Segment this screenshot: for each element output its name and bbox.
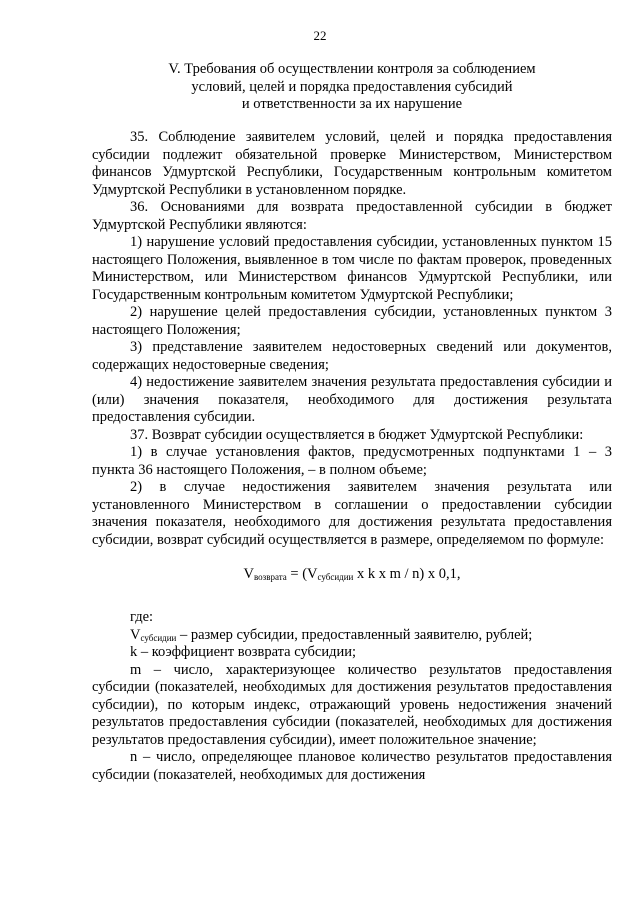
formula-subsidy-subscript: субсидии <box>317 572 354 582</box>
paragraph-36-item-3: 3) представление заявителем недостоверных сведений или документов, содержащих недостоверные сведения; <box>92 339 612 373</box>
definition-v-subsidy <box>92 627 612 645</box>
definition-n: n – число, определяющее плановое количество результатов предоставления субсидии (показателей, необходимых для достижения <box>92 749 612 783</box>
paragraph-37-item-2: 2) в случае недостижения заявителем значения результата или установленного Министерством в соглашении о предоставлении субсидии значения показателя, необходимого для достижения результата предоставления субсидии, возврат субсидий осуществляется в размере, определяемом по формуле: <box>92 479 612 548</box>
definition-k: k – коэффициент возврата субсидии; <box>130 644 357 660</box>
return-formula <box>92 549 612 585</box>
definition-v-subscript: субсидии <box>140 632 177 643</box>
section-heading-line: условий, целей и порядка предоставления субсидий <box>191 78 513 95</box>
definition-v-symbol: V <box>130 626 141 643</box>
section-heading <box>92 61 612 114</box>
document-body <box>92 129 612 784</box>
page-number: 22 <box>313 28 327 43</box>
paragraph-36-item-2: 2) нарушение целей предоставления субсидии, установленных пунктом 3 настоящего Положения; <box>92 304 612 338</box>
section-heading-line: и ответственности за их нарушение <box>241 96 463 112</box>
definitions-where: где: <box>130 609 154 625</box>
paragraph-37: 37. Возврат субсидии осуществляется в бюджет Удмуртской Республики: <box>130 426 584 443</box>
formula-rest: x k x m / n) x 0,1, <box>353 566 461 582</box>
formula-lhs-subscript: возврата <box>253 572 287 582</box>
formula-spacing <box>92 585 612 609</box>
definition-m: m – число, характеризующее количество результатов предоставления субсидии (показателей, необходимых для достижения результатов предоставления субсидии), по которым индекс, отражающий уровень недостижения значений результатов предоставления субсидии (показателей, необходимых для достижения результатов предоставления субсидии), имеет положительное значение; <box>92 661 612 748</box>
formula-open: = (V <box>286 566 318 582</box>
paragraph-36: 36. Основаниями для возврата предоставленной субсидии в бюджет Удмуртской Республики являются: <box>92 199 612 233</box>
section-heading-line: V. Требования об осуществлении контроля за соблюдением <box>168 61 536 77</box>
paragraph-36-item-1: 1) нарушение условий предоставления субсидии, установленных пунктом 15 настоящего Положения, выявленное в том числе по фактам проверок, проведенных Министерством, или Министерством финансов Удмуртской Республики, или Государственным контрольным комитетом Удмуртской Республики; <box>92 234 612 303</box>
paragraph-36-item-4: 4) недостижение заявителем значения результата предоставления субсидии и (или) значения показателя, необходимого для достижения результата предоставления субсидии. <box>92 374 612 425</box>
paragraph-35: 35. Соблюдение заявителем условий, целей и порядка предоставления субсидии подлежит обязательной проверке Министерством, Министерством финансов Удмуртской Республики, Государственным контрольным комитетом Удмуртской Республики в установленном порядке. <box>92 129 612 198</box>
paragraph-37-item-1: 1) в случае установления фактов, предусмотренных подпунктами 1 – 3 пункта 36 настоящего Положения, – в полном объеме; <box>92 444 612 478</box>
definition-v-text: – размер субсидии, предоставленный заявителю, рублей; <box>176 626 533 643</box>
formula-lhs: V <box>243 566 254 582</box>
